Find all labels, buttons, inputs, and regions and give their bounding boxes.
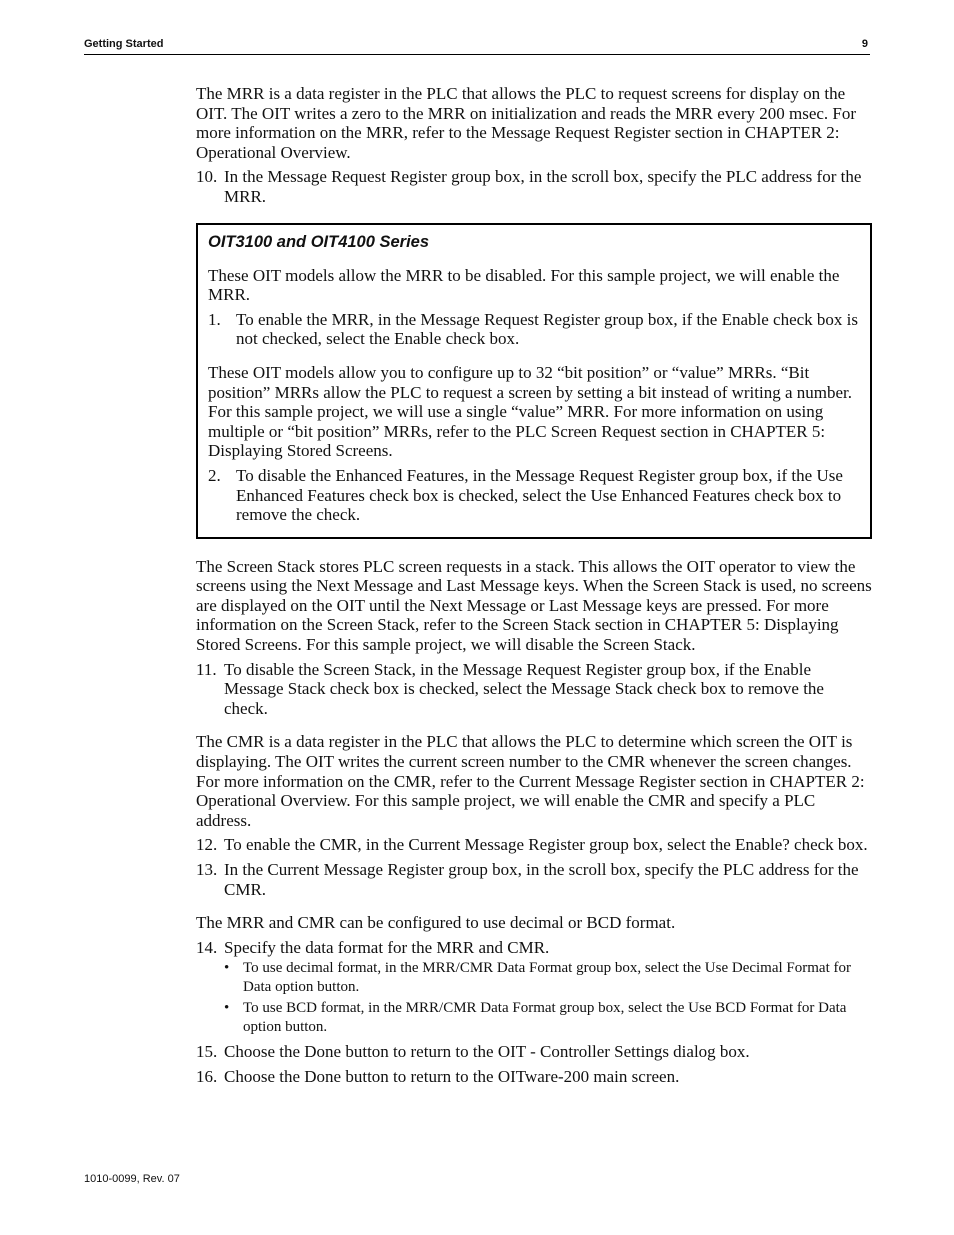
step-number: 12.: [196, 835, 218, 855]
step-number: 13.: [196, 860, 218, 879]
section-title: Getting Started: [84, 38, 164, 50]
step-number: 2.: [208, 465, 221, 485]
bullet-item: [196, 959, 872, 997]
step-11: [196, 660, 872, 719]
format-paragraph: The MRR and CMR can be configured to use decimal or BCD format.: [196, 913, 676, 933]
page-number: 9: [861, 38, 868, 50]
step-text: Choose the Done button to return to the OITware-200 main screen.: [224, 1066, 680, 1086]
step-number: 16.: [196, 1066, 218, 1086]
bullet-icon: •: [224, 1000, 230, 1017]
step-text: Specify the data format for the MRR and CMR.: [224, 937, 550, 957]
note-paragraph-1: These OIT models allow the MRR to be disabled. For this sample project, we will enable the MRR.: [208, 265, 840, 305]
note-step-1: [208, 310, 860, 349]
note-paragraph-2: These OIT models allow you to configure up to 32 “bit position” or “value” MRRs. “Bit position” MRRs allow the PLC to request a screen by setting a bit instead of writing a number. For this sample project, we will use a single “value” MRR. For more information on using multiple or “bit position” MRRs, refer to the PLC Screen Request section in CHAPTER 5: Displaying Stored Screens.: [208, 362, 853, 461]
note-title: OIT3100 and OIT4100 Series: [208, 232, 430, 251]
page-header: [84, 38, 870, 55]
note-step-2: [208, 466, 860, 525]
mrr-paragraph: The MRR is a data register in the PLC that allows the PLC to request screens for display on the OIT. The OIT writes a zero to the MRR on initialization and reads the MRR every 200 msec. For more information on the MRR, refer to the Message Request Register section in CHAPTER 2: Operational Overview.: [196, 84, 857, 162]
step-text: To disable the Enhanced Features, in the Message Request Register group box, if the Use Enhanced Features check box is checked, select the Use Enhanced Features check box to remove the check.: [236, 465, 843, 525]
step-number: 11.: [196, 659, 217, 679]
step-number: 1.: [208, 309, 221, 329]
step-text: Choose the Done button to return to the OIT - Controller Settings dialog box.: [224, 1042, 750, 1062]
screen-stack-paragraph: The Screen Stack stores PLC screen requests in a stack. This allows the OIT operator to view the screens using the Next Message and Last Message keys. When the Screen Stack is used, no screens are displayed on the OIT until the Next Message or Last Message keys are pressed. For more information on the Screen Stack, refer to the Screen Stack section in CHAPTER 5: Displaying Stored Screens. For this sample project, we will disable the Screen Stack.: [196, 556, 872, 655]
bullet-item: [196, 999, 872, 1037]
step-number: 14.: [196, 937, 218, 957]
bullet-icon: •: [224, 960, 230, 977]
step-12: [196, 835, 872, 855]
step-text: In the Current Message Register group box, in the scroll box, specify the PLC address for the CMR.: [224, 860, 859, 899]
step-text: In the Message Request Register group box, in the scroll box, specify the PLC address for the MRR.: [224, 167, 862, 206]
page-body: [196, 84, 872, 1087]
page-footer: [84, 1173, 180, 1185]
bullet-text: To use BCD format, in the MRR/CMR Data Format group box, select the Use BCD Format for Data option button.: [243, 1000, 847, 1036]
step-text: To enable the CMR, in the Current Message Register group box, select the Enable? check box.: [224, 835, 868, 855]
bullet-text: To use decimal format, in the MRR/CMR Data Format group box, select the Use Decimal Format for Data option button.: [243, 960, 851, 996]
note-box: [196, 223, 872, 539]
step-10: [196, 167, 872, 206]
document-number: 1010-0099, Rev. 07: [84, 1173, 180, 1185]
step-number: 15.: [196, 1042, 218, 1062]
step-15: [196, 1042, 872, 1062]
cmr-paragraph: The CMR is a data register in the PLC that allows the PLC to determine which screen the OIT is displaying. The OIT writes the current screen number to the CMR whenever the screen changes. For more information on the CMR, refer to the Current Message Register section in CHAPTER 2: Operational Overview. For this sample project, we will enable the CMR and specify a PLC address.: [196, 732, 865, 830]
step-text: To disable the Screen Stack, in the Message Request Register group box, if the Enable Message Stack check box is checked, select the Message Stack check box to remove the check.: [224, 659, 824, 718]
step-16: [196, 1067, 872, 1087]
step-14: [196, 938, 872, 958]
step-13: [196, 860, 872, 899]
step-text: To enable the MRR, in the Message Request Register group box, if the Enable check box is not checked, select the Enable check box.: [236, 309, 859, 349]
step-number: 10.: [196, 167, 218, 187]
